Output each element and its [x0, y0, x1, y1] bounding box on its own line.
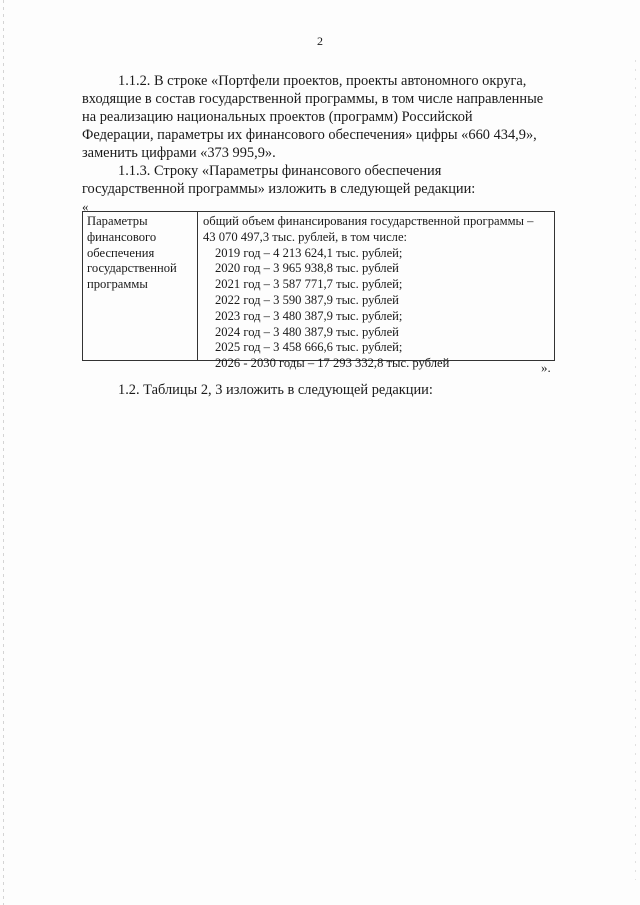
label-line: Параметры — [87, 214, 148, 228]
year-amount-line: 2025 год – 3 458 666,6 тыс. рублей; — [215, 340, 403, 355]
closing-quote: ». — [541, 360, 551, 375]
scan-edge-right — [635, 60, 636, 880]
paragraph-line: 1.1.2. В строке «Портфели проектов, проекты автономного округа, — [118, 73, 527, 89]
page-number: 2 — [317, 34, 323, 48]
total-line: 43 070 497,3 тыс. рублей, в том числе: — [203, 229, 408, 244]
word: проектов — [269, 109, 326, 125]
paragraph-line: 1.2. Таблицы 2, 3 изложить в следующей редакции: — [118, 382, 433, 398]
paragraph-1-2 — [82, 381, 567, 399]
total-line: общий объем финансирования государственной программы – — [203, 214, 534, 228]
paragraph-1-1-2 — [82, 72, 567, 162]
paragraph-line-justified — [82, 162, 567, 180]
financing-parameters-table — [82, 211, 555, 371]
word: Строку — [154, 163, 199, 179]
word: Российской — [401, 109, 473, 125]
label-line: государственной — [87, 261, 177, 276]
year-amount-line: 2020 год – 3 965 938,8 тыс. рублей — [215, 261, 399, 276]
year-amount-line: 2026 - 2030 годы – 17 293 332,8 тыс. рублей — [215, 356, 450, 371]
word: реализацию — [99, 109, 174, 125]
label-line: финансового — [87, 229, 157, 244]
opening-quote: « — [82, 199, 89, 214]
table-value-cell — [198, 212, 554, 371]
year-amount-line: 2024 год – 3 480 387,9 тыс. рублей — [215, 324, 399, 339]
word: финансового — [281, 163, 361, 179]
table-label-cell — [83, 212, 198, 360]
scan-edge-left — [3, 0, 4, 905]
paragraph-line: заменить цифрами «373 995,9». — [82, 145, 276, 161]
paragraph-line-justified — [82, 108, 567, 126]
year-amount-line: 2021 год – 3 587 771,7 тыс. рублей; — [215, 277, 403, 292]
word: на — [82, 109, 97, 125]
paragraph-line: Федерации, параметры их финансового обеспечения» цифры «660 434,9», — [82, 127, 537, 143]
word: «Параметры — [201, 163, 279, 179]
word: (программ) — [328, 109, 399, 125]
word: обеспечения — [364, 163, 442, 179]
year-amount-line: 2023 год – 3 480 387,9 тыс. рублей; — [215, 308, 403, 323]
label-line: программы — [87, 277, 148, 292]
year-amount-line: 2019 год – 4 213 624,1 тыс. рублей; — [215, 245, 403, 260]
word: 1.1.3. — [118, 163, 151, 179]
paragraph-line: входящие в состав государственной программы, в том числе направленные — [82, 91, 544, 107]
year-amount-line: 2022 год – 3 590 387,9 тыс. рублей — [215, 292, 399, 307]
label-line: обеспечения — [87, 245, 155, 260]
paragraph-1-1-3 — [82, 162, 567, 198]
word: национальных — [176, 109, 266, 125]
paragraph-line: государственной программы» изложить в следующей редакции: — [82, 181, 476, 197]
